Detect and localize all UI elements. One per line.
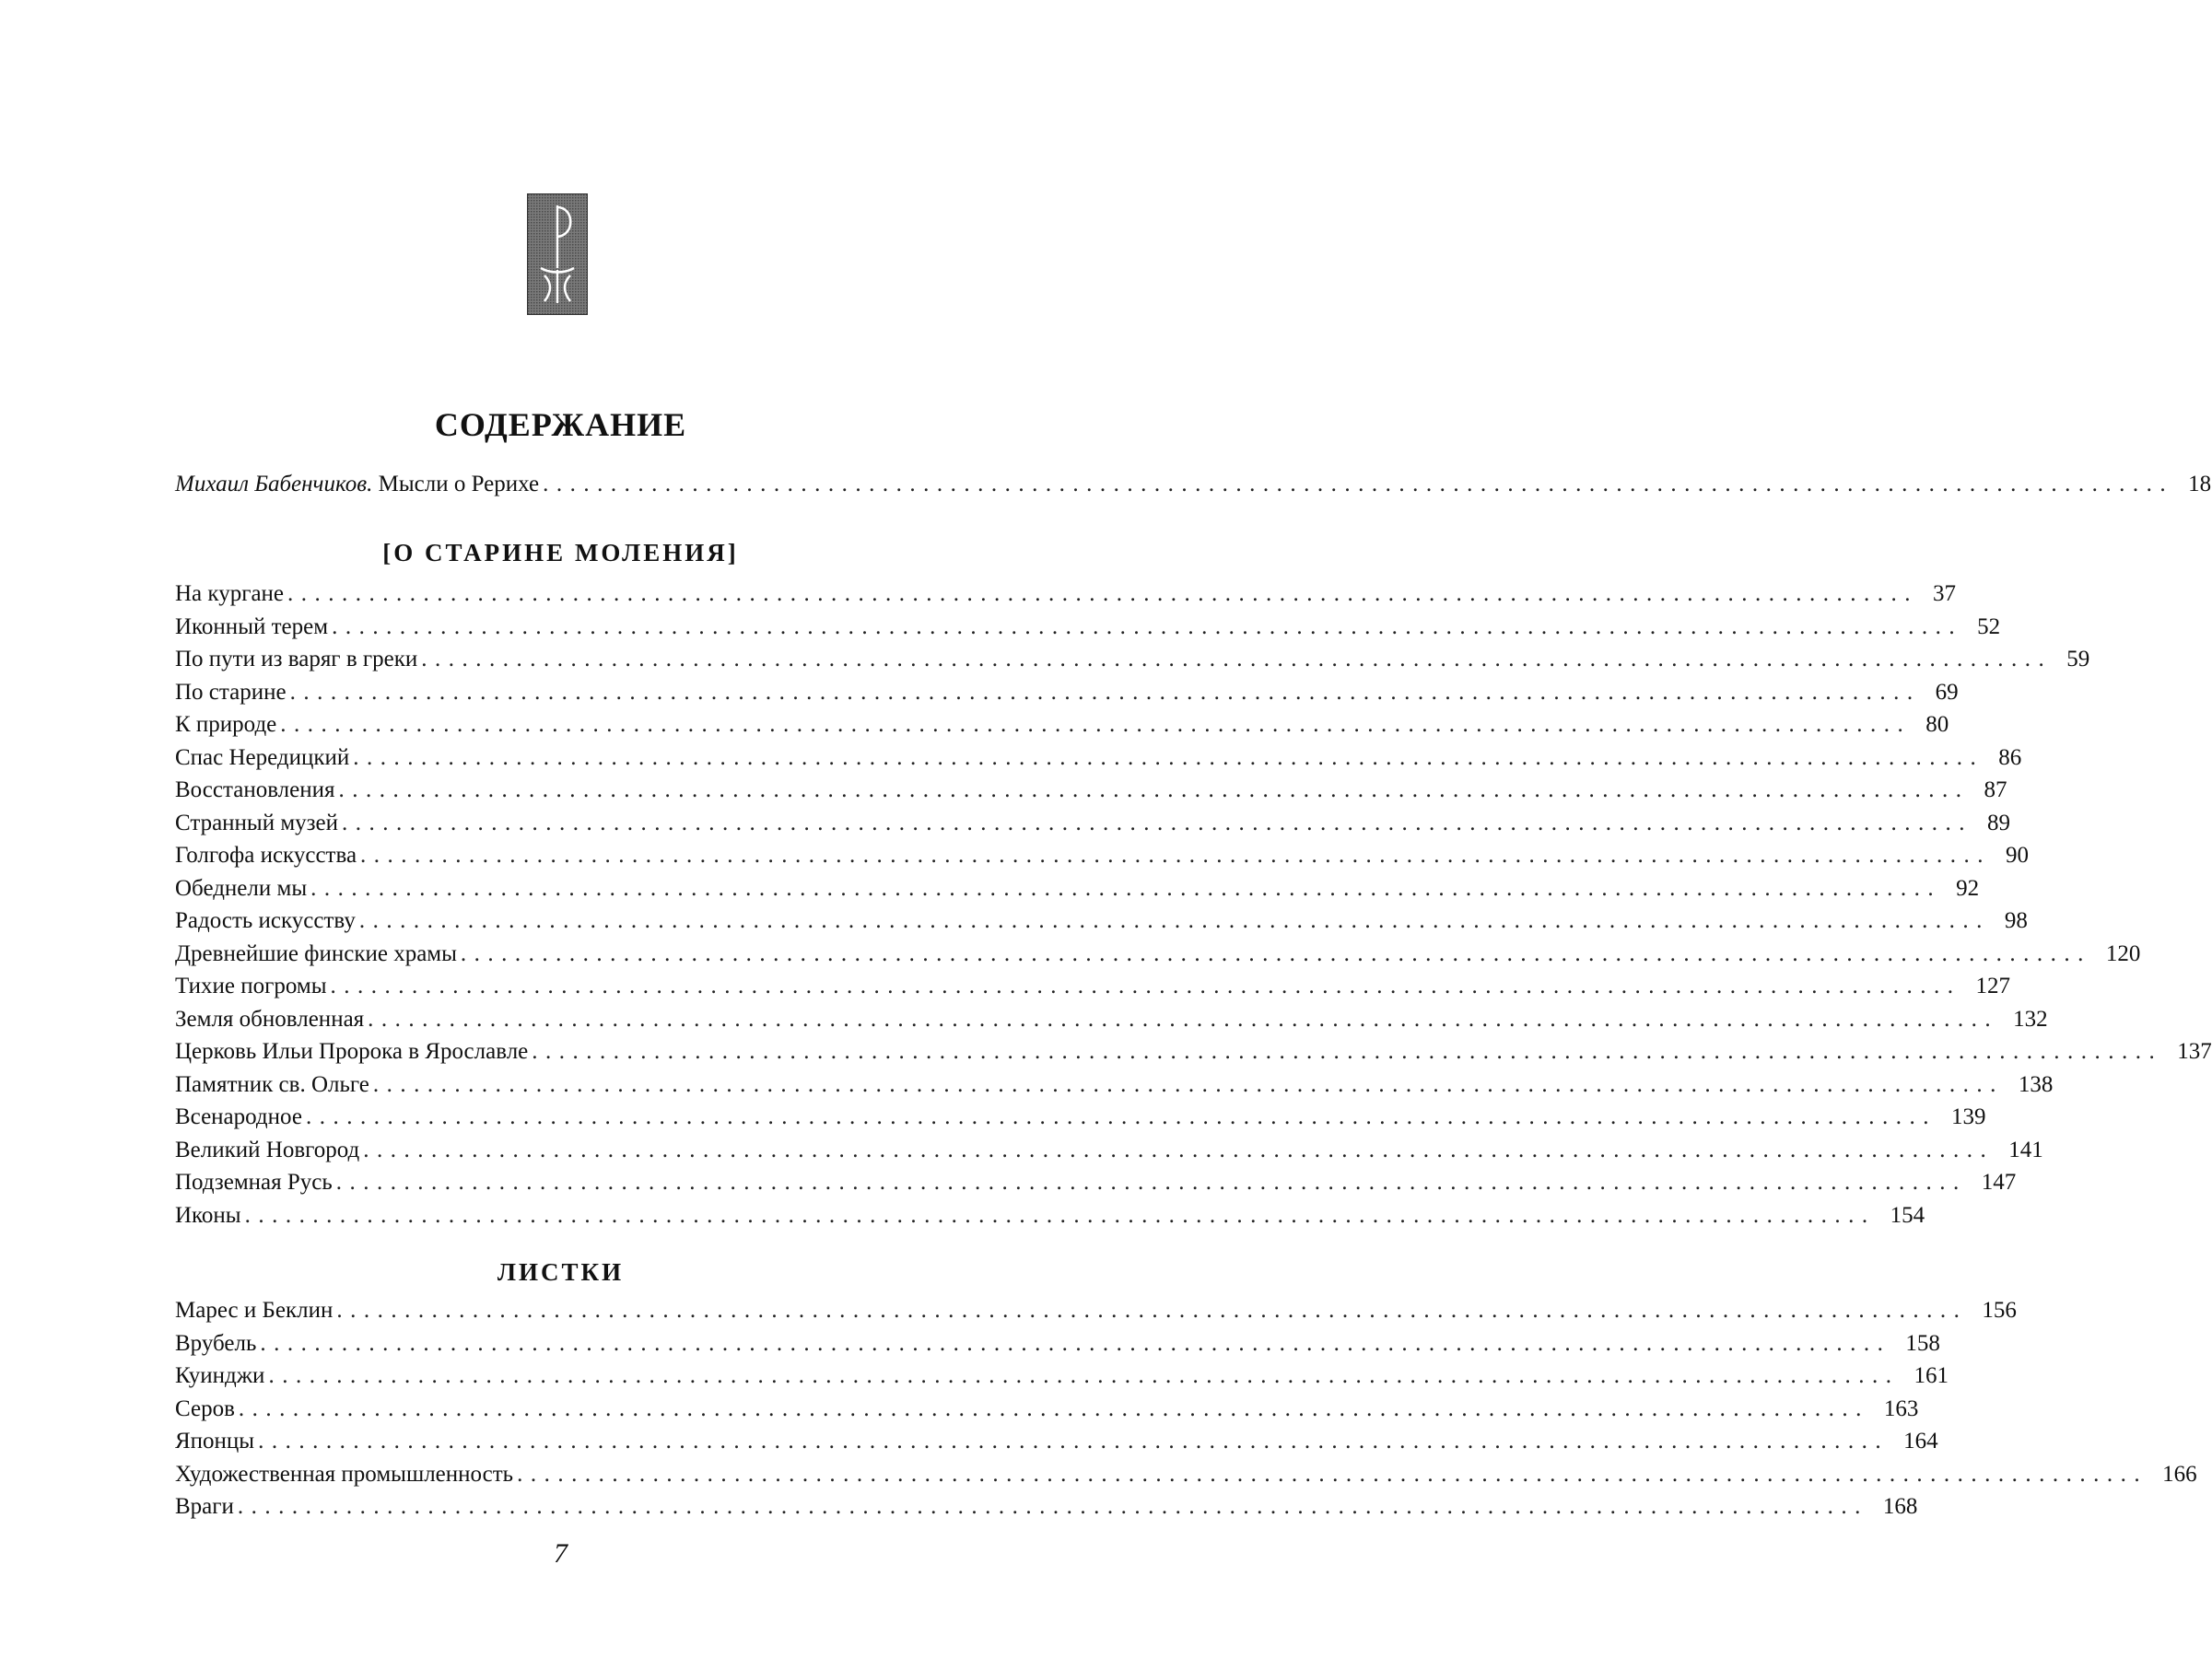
dot-leader: ........................................................................................................................	[335, 1170, 1967, 1195]
toc-entry[interactable]	[175, 872, 1980, 905]
dot-leader: ........................................................................................................................	[532, 1039, 2163, 1064]
toc-entry-intro[interactable]	[175, 468, 2212, 501]
toc-entry[interactable]	[175, 1199, 1925, 1232]
dot-leader: ........................................................................................................................	[338, 777, 1970, 802]
toc-entry[interactable]	[175, 741, 2022, 775]
toc-entry-title: Великий Новгород	[175, 1137, 360, 1162]
toc-entry-title: Обеднели мы	[175, 875, 308, 901]
toc-entry-page: 52	[1977, 613, 2001, 639]
toc-entry-title: Иконный терем	[175, 613, 329, 639]
dot-leader: ........................................................................................................................	[517, 1461, 2148, 1487]
dot-leader: ........................................................................................................................	[260, 1330, 1891, 1356]
toc-entry[interactable]	[175, 611, 2001, 644]
toc-entry-page: 90	[2006, 843, 2030, 868]
toc-entry-title: Памятник св. Ольге	[175, 1071, 369, 1097]
toc-entry[interactable]	[175, 1166, 2017, 1199]
dot-leader: ........................................................................................................................	[460, 940, 2091, 966]
toc-entry-title: Марес и Беклин	[175, 1298, 334, 1323]
toc-entry[interactable]	[175, 708, 1949, 741]
toc-entry-page: 156	[1982, 1298, 2017, 1323]
toc-list-o-starine	[175, 578, 2212, 1232]
toc-entry-title: Куинджи	[175, 1363, 265, 1388]
toc-entry[interactable]	[175, 1294, 2017, 1327]
toc-entry[interactable]	[175, 676, 1959, 709]
toc-entry-title: Спас Нередицкий	[175, 744, 350, 770]
dot-leader: ........................................................................................................................	[332, 613, 1963, 639]
toc-entry-page: 127	[1975, 974, 2011, 998]
toc-entry-page: 59	[2066, 647, 2090, 671]
dot-leader: ........................................................................................................................	[287, 581, 1919, 606]
toc-entry-title: Японцы	[175, 1429, 255, 1454]
toc-entry-page: 161	[1914, 1363, 1949, 1388]
toc-entry-title: К природе	[175, 712, 277, 737]
roerich-monogram-icon	[527, 193, 588, 315]
toc-entry[interactable]	[175, 774, 2007, 807]
toc-entry-page: 18	[2188, 472, 2212, 496]
toc-entry-page: 168	[1882, 1494, 1918, 1519]
toc-entry-title: Странный музей	[175, 810, 339, 835]
dot-leader: ........................................................................................................................	[237, 1494, 1868, 1519]
dot-leader: ........................................................................................................................	[360, 843, 1992, 868]
toc-entry-page: 139	[1950, 1104, 1986, 1129]
page-number: 7	[554, 1538, 568, 1569]
dot-leader: ........................................................................................................................	[372, 1071, 2004, 1097]
toc-entry[interactable]	[175, 1068, 2054, 1102]
dot-leader: ........................................................................................................................	[238, 1395, 1869, 1421]
toc-entry-label	[175, 468, 539, 501]
dot-leader: ........................................................................................................................	[421, 647, 2053, 671]
toc-entry-title: Церковь Ильи Пророка в Ярославле	[175, 1039, 529, 1064]
toc-entry-author: Михаил Бабенчиков.	[175, 472, 373, 496]
toc-entry[interactable]	[175, 1360, 1949, 1393]
dot-leader: ........................................................................................................................	[305, 1104, 1937, 1129]
toc-entry[interactable]	[175, 1458, 2197, 1491]
toc-entry-page: 158	[1905, 1330, 1940, 1356]
toc-entry-page: 137	[2177, 1039, 2212, 1064]
toc-entry-page: 147	[1981, 1170, 2017, 1195]
toc-entry-title: По старине	[175, 679, 287, 705]
toc-list-listki	[175, 1294, 2197, 1524]
toc-entry[interactable]	[175, 1425, 1938, 1458]
dot-leader: ........................................................................................................................	[289, 679, 1921, 705]
dot-leader: ........................................................................................................................	[244, 1202, 1876, 1228]
toc-entry-title: Всенародное	[175, 1104, 302, 1129]
section-title-o-starine: [О СТАРИНЕ МОЛЕНИЯ]	[382, 539, 739, 566]
toc-entry-title: Радость искусству	[175, 908, 356, 933]
toc-entry-page: 164	[1903, 1429, 1938, 1454]
toc-entry-title: Восстановления	[175, 777, 335, 802]
dot-leader: ........................................................................................................................	[358, 908, 1990, 933]
toc-entry-title: Тихие погромы	[175, 974, 327, 998]
toc-entry[interactable]	[175, 807, 2011, 840]
toc-entry-title: Врубель	[175, 1330, 257, 1356]
toc-entry-page: 37	[1933, 581, 1957, 606]
section-title-listki: ЛИСТКИ	[497, 1258, 625, 1286]
toc-entry[interactable]	[175, 1003, 2048, 1036]
dot-leader: ........................................................................................................................	[280, 712, 1912, 737]
dot-leader: ........................................................................................................................	[342, 810, 1973, 835]
page-title: СОДЕРЖАНИЕ	[434, 406, 687, 443]
toc-entry-title: Земля обновленная	[175, 1006, 365, 1032]
toc-entry-title: Мысли о Рерихе	[372, 472, 540, 496]
toc-entry-title: На кургане	[175, 581, 285, 606]
toc-entry[interactable]	[175, 970, 2011, 1003]
toc-entry-page: 92	[1956, 875, 1980, 901]
toc-entry-page: 120	[2105, 940, 2141, 966]
toc-entry[interactable]	[175, 905, 2028, 938]
toc-entry-page: 69	[1935, 679, 1959, 705]
dot-leader: ........................................................................................................................	[363, 1137, 1995, 1162]
toc-entry-title: Художественная промышленность	[175, 1461, 514, 1487]
toc-entry[interactable]	[175, 1134, 2043, 1167]
toc-entry-title: Серов	[175, 1395, 235, 1421]
toc-entry-title: Враги	[175, 1494, 234, 1519]
toc-entry-page: 132	[2013, 1006, 2048, 1032]
dot-leader: ........................................................................................................................	[353, 744, 1984, 770]
toc-entry-page: 80	[1925, 712, 1949, 737]
toc-entry[interactable]	[175, 1327, 1940, 1360]
dot-leader: ........................................................................................................................	[330, 974, 1961, 998]
dot-leader: ........................................................................................................................	[268, 1363, 1900, 1388]
toc-entry-page: 163	[1883, 1395, 1919, 1421]
toc-entry-page: 89	[1987, 810, 2011, 835]
toc-entry[interactable]	[175, 578, 1957, 611]
toc-entry[interactable]	[175, 643, 2090, 676]
toc-entry-page: 138	[2018, 1071, 2054, 1097]
dot-leader: ........................................................................................................................	[543, 472, 2174, 496]
toc-entry-page: 86	[1998, 744, 2022, 770]
toc-entry-title: Древнейшие финские храмы	[175, 940, 457, 966]
toc-entry-page: 154	[1890, 1202, 1925, 1228]
dot-leader: ........................................................................................................................	[336, 1298, 1968, 1323]
toc-entry[interactable]	[175, 1490, 1918, 1524]
toc-entry-title: Иконы	[175, 1202, 241, 1228]
intro-list	[175, 468, 2212, 501]
toc-entry-page: 98	[2004, 908, 2028, 933]
dot-leader: ........................................................................................................................	[368, 1006, 1999, 1032]
dot-leader: ........................................................................................................................	[310, 875, 1942, 901]
toc-entry[interactable]	[175, 1101, 1986, 1134]
toc-entry-title: Голгофа искусства	[175, 843, 357, 868]
toc-entry-page: 87	[1984, 777, 2007, 802]
dot-leader: ........................................................................................................................	[258, 1429, 1890, 1454]
toc-entry-page: 141	[2008, 1137, 2043, 1162]
toc-entry[interactable]	[175, 1035, 2212, 1068]
toc-entry-page: 166	[2162, 1461, 2197, 1487]
toc-entry[interactable]	[175, 839, 2030, 872]
toc-entry[interactable]	[175, 938, 2141, 971]
toc-entry[interactable]	[175, 1393, 1919, 1426]
toc-entry-title: По пути из варяг в греки	[175, 647, 418, 671]
toc-entry-title: Подземная Русь	[175, 1170, 333, 1195]
